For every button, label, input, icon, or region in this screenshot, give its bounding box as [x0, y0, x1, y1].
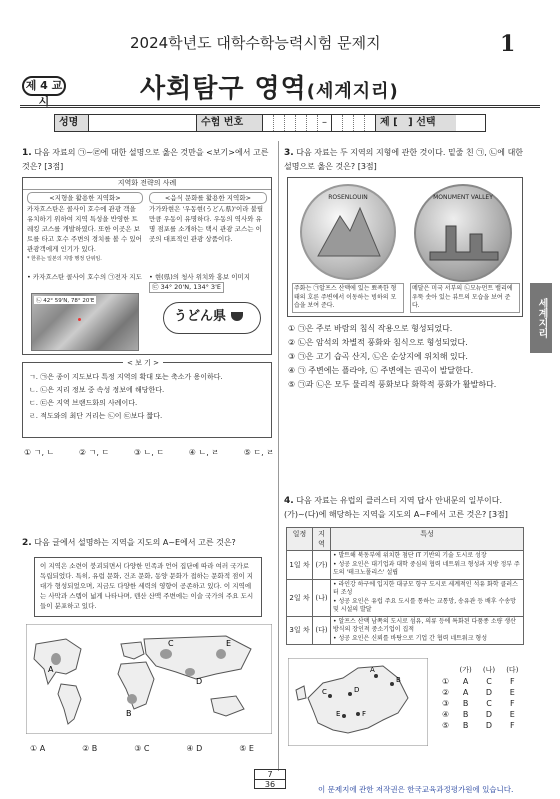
selection-field[interactable] [376, 115, 456, 131]
exam-title: 2024학년도 대학수학능력시험 문제지 [130, 34, 381, 52]
bowl-icon [231, 312, 243, 321]
q3-choice-1[interactable]: ① ㉠은 주로 바람의 침식 작용으로 형성되었다. [288, 324, 453, 333]
q3-source-box [287, 177, 523, 317]
q4-answer-row[interactable] [440, 687, 524, 698]
map-label-e: E [336, 710, 341, 718]
q1-number: 1. [22, 148, 32, 158]
table-row [287, 616, 524, 645]
map-label-c: C [322, 688, 327, 696]
city-b-marker [390, 682, 394, 686]
exam-digit[interactable] [307, 115, 318, 131]
europe-map [288, 658, 428, 746]
q4-answer-header [440, 664, 524, 676]
column-divider [278, 141, 279, 771]
butte-icon [416, 186, 510, 280]
q1-stem [22, 146, 272, 173]
mountain-icon [302, 186, 394, 278]
q1-source-box [22, 177, 272, 355]
exam-digit[interactable] [365, 115, 376, 131]
subject-sub: (세계지리) [306, 81, 399, 102]
q4-number: 4. [284, 496, 294, 506]
exam-digit[interactable] [343, 115, 354, 131]
q1-right-caption: • 현(県)의 청사 위치와 홍보 이미지 [149, 273, 251, 281]
region-a-marker [51, 653, 61, 665]
q2-passage-box: 이 지역은 소련이 붕괴되면서 다양한 민족과 언어 집단에 따라 여러 국가로 독립되었다. 특히, 유럽 문화, 건조 문화, 동양 문화가 접하는 문화적 점이 지대가 형성되었으며, 지금도 다양한 세력의 영향이 공존하고 있다. 이 지역에는 사막과 스텝이 넓게 나타나며, 텐산 산맥 주변에는 이슬 국가의 주요 도시들이 분포하고 있다. [34, 557, 262, 617]
q2-choice-4[interactable]: ④ D [186, 744, 203, 753]
q4-row-region: (가) [313, 551, 331, 580]
selection-prefix: 제 [ [380, 117, 398, 128]
q2-stem-text: 다음 글에서 설명하는 지역을 지도의 A~E에서 고른 것은? [34, 538, 236, 547]
udon-logo [163, 302, 261, 334]
q1-bogi-item: ㄷ. ㉢은 지역 브랜드화의 사례이다. [29, 399, 138, 407]
q4-table [286, 527, 524, 645]
answer-cell: D [485, 710, 493, 719]
map-label-c: C [168, 639, 174, 648]
exam-digit[interactable] [332, 115, 343, 131]
q1-right-col [149, 192, 267, 244]
answer-cell: A [462, 677, 469, 686]
q3-stem-text: 다음 자료는 두 지역의 지형에 관한 것이다. 밑줄 친 ㉠, ㉡에 대한 설명으로 옳은 것은? [3점] [284, 148, 524, 171]
q1-choice-4[interactable]: ④ ㄴ, ㄹ [188, 448, 220, 457]
map-label-d: D [196, 677, 203, 686]
coin-right-image [414, 184, 512, 282]
info-bar [54, 114, 486, 132]
q4-th-region: 지역 [313, 528, 331, 551]
q4-row-text: • 발트해 북동부에 위치한 첨단 IT 기반의 기술 도시로 성장 • 성공 요인은 대기업과 대학 중심의 협력 네트워크 형성과 지방 정부 주도의 '테크노폴리스' 설립 [331, 551, 524, 580]
coin-left-text: ROSENLOUIN [328, 194, 368, 201]
q1-bogi-box [22, 359, 272, 438]
city-a-marker [374, 674, 378, 678]
q2-choice-2[interactable]: ② B [82, 744, 98, 753]
answer-cell: C [486, 699, 492, 708]
q4-stem-text: 다음 자료는 유럽의 클러스터 지역 답사 안내문의 일부이다. (가)~(다)에 해당하는 지역을 지도의 A~F에서 고른 것은? [3점] [284, 496, 508, 519]
region-e-marker [216, 649, 226, 659]
q1-left-note: * 한류는 일본의 지방 행정 단위임. [27, 256, 102, 262]
exam-dash: – [318, 115, 332, 131]
page-current: 7 [267, 770, 273, 779]
map-label-e: E [226, 639, 232, 648]
exam-digit[interactable] [354, 115, 365, 131]
coin-right-text: MONUMENT VALLEY [433, 194, 493, 201]
map-label-a: A [48, 665, 54, 674]
region-c-marker [160, 649, 172, 659]
q4-answer-row[interactable] [440, 720, 524, 731]
q1-box-title: 지역화 전략의 사례 [23, 178, 271, 190]
answer-cell: A [462, 688, 469, 697]
q4-table-header [287, 528, 524, 551]
q4-row-text: • 라인강 하구에 입지한 대규모 항구 도시로 세계적인 석유 화학 클러스터 조성 • 성공 요인은 유럽 주요 도시를 통하는 교통망, 송유관 등 배후 수송망 및 시설의 발달 [331, 579, 524, 616]
map-label-b: B [396, 676, 401, 684]
q4-row-day: 3일 차 [287, 616, 313, 645]
q1-choice-5[interactable]: ⑤ ㄷ, ㄹ [243, 448, 274, 457]
q3-caption-right: 메달은 미국 서부의 ㉡모뉴먼트 밸리에 우뚝 솟아 있는 뷰트의 모습을 보여 준다. [410, 283, 520, 313]
q1-bogi-item: ㄱ. ㉠은 종이 지도보다 특정 지역의 확대 또는 축소가 용이하다. [29, 373, 223, 381]
q3-choice-5[interactable]: ⑤ ㉠과 ㉡은 모두 물리적 풍화보다 화학적 풍화가 활발하다. [288, 380, 497, 389]
region-b-marker [127, 694, 137, 704]
answer-num: ③ [442, 699, 450, 708]
q4-answer-row[interactable] [440, 709, 524, 720]
answer-corner [440, 664, 454, 676]
q4-stem [284, 494, 524, 521]
map-label-b: B [126, 709, 132, 718]
answer-cell: E [509, 688, 515, 697]
name-label: 성명 [55, 115, 89, 131]
answer-header-ga: (가) [459, 666, 472, 674]
q1-left-caption: • 카자흐스탄 콜사이 호수의 ㉠전자 지도 [27, 273, 142, 281]
side-tab: 세계지리 [530, 283, 552, 353]
q1-choice-3[interactable]: ③ ㄴ, ㄷ [133, 448, 165, 457]
answer-num: ⑤ [442, 721, 450, 730]
map-label-d: D [354, 686, 360, 694]
q1-choice-2[interactable]: ② ㄱ, ㄷ [78, 448, 110, 457]
q1-left-text: 카자흐스탄은 콜사이 호수에 관광 객을 유치하기 위하여 지역 특성을 반영한 트레킹 코스를 개발하였다. 또한 이곳은 보트를 타고 호수 주변의 경치를 볼 수 있어 관광객에게 인기가 있다. [27, 205, 142, 253]
answer-cell: F [510, 677, 515, 686]
q1-right-coord: ㉢ 34° 20'N, 134° 3'E [149, 282, 224, 293]
answer-num: ④ [442, 710, 450, 719]
answer-cell: C [486, 677, 492, 686]
answer-cell: E [509, 710, 515, 719]
q4-answer-row[interactable] [440, 698, 524, 709]
q1-right-heading: <음식 문화를 활용한 지역화> [149, 192, 267, 204]
answer-cell: D [485, 688, 493, 697]
q3-choice-2[interactable]: ② ㉡은 암석의 차별적 풍화와 침식으로 형성되었다. [288, 338, 468, 347]
q2-stem [22, 536, 272, 550]
answer-header-da: (다) [506, 666, 519, 674]
name-field[interactable] [89, 115, 197, 131]
answer-cell: B [462, 710, 469, 719]
table-row [287, 551, 524, 580]
answer-num: ② [442, 688, 450, 697]
region-d-marker [185, 668, 195, 676]
q1-right-caption-wrap [149, 273, 269, 293]
world-map [26, 624, 272, 734]
q2-number: 2. [22, 538, 32, 548]
q3-stem [284, 146, 524, 173]
q2-choices [30, 742, 254, 756]
q1-left-heading: <지형을 활용한 지역화> [27, 192, 143, 204]
copyright-note: 이 문제지에 관한 저작권은 한국교육과정평가원에 있습니다. [318, 785, 514, 794]
city-e-marker [342, 714, 346, 718]
q3-choices [288, 322, 524, 392]
q4-row-text: • 알프스 산맥 남쪽의 도시로 섬유, 의류 등에 특화된 다품종 소량 생산 방식의 장인적 중소기업이 집적 • 성공 요인은 신뢰를 바탕으로 기업 간 협력 네트워크 형성 [331, 616, 524, 645]
answer-cell: F [510, 699, 515, 708]
map-label-a: A [370, 666, 375, 674]
answer-cell: D [485, 721, 493, 730]
page-number: 1 [500, 31, 516, 57]
exam-digit[interactable] [285, 115, 296, 131]
q3-choice-3[interactable]: ③ ㉠은 고기 습곡 산지, ㉡은 순상지에 위치해 있다. [288, 352, 468, 361]
q2-choice-3[interactable]: ③ C [134, 744, 150, 753]
q4-row-day: 1일 차 [287, 551, 313, 580]
exam-number-label: 수험 번호 [197, 115, 263, 131]
q1-choices [24, 446, 274, 460]
q3-caption-left: 주화는 ㉠알프스 산맥에 있는 뾰족한 형태의 호른 주변에서 이동하는 빙하의 모습을 보여 준다. [292, 283, 404, 313]
q4-answer-row[interactable] [440, 676, 524, 687]
q1-bogi-item: ㄹ. 적도와의 최단 거리는 ㉡이 ㉢보다 짧다. [29, 412, 163, 420]
exam-digit[interactable] [296, 115, 307, 131]
q2-choice-1[interactable]: ① A [30, 744, 46, 753]
subject-main: 사회탐구 영역 [140, 74, 307, 104]
q3-choice-4[interactable]: ④ ㉠ 주변에는 플라야, ㉡ 주변에는 권곡이 발달한다. [288, 366, 474, 375]
answer-num: ① [442, 677, 450, 686]
answer-header-na: (나) [482, 666, 496, 674]
q2-choice-5[interactable]: ⑤ E [239, 744, 254, 753]
q4-row-region: (다) [313, 616, 331, 645]
q1-map-coord-label: ㉡ 42° 59'N, 78° 20'E [36, 298, 95, 304]
subject-title [140, 68, 399, 105]
map-label-f: F [362, 710, 367, 718]
q1-left-col [27, 192, 143, 264]
page-indicator [254, 769, 286, 789]
answer-cell: B [462, 721, 469, 730]
q4-th-feature: 특성 [331, 528, 524, 551]
q4-row-region: (나) [313, 579, 331, 616]
coin-left-image [300, 184, 396, 280]
table-row [287, 579, 524, 616]
exam-digit[interactable] [263, 115, 274, 131]
q1-right-text: 가가와현은 '우동현(うどん県)'이라 불릴 만큼 우동이 유명하다. 우동의 역사와 유명 점포를 소개하는 택시 관광 코스는 이곳의 대표적인 관광 상품이다. [149, 205, 264, 243]
q1-bogi-item: ㄴ. ㉡은 지리 정보 중 속성 정보에 해당한다. [29, 386, 165, 394]
udon-logo-text: うどん県 [174, 309, 227, 324]
q1-bogi-title: < 보 기 > [123, 357, 163, 370]
city-f-marker [356, 712, 360, 716]
q1-stem-text: 다음 자료의 ㉠~㉣에 대한 설명으로 옳은 것만을 <보기>에서 고른 것은? [3점] [22, 148, 269, 171]
q3-number: 3. [284, 148, 294, 158]
selection-suffix: ] 선택 [408, 117, 436, 128]
exam-digit[interactable] [274, 115, 285, 131]
session-badge: 제 4 교시 [22, 76, 66, 96]
location-marker-icon [78, 318, 81, 321]
q4-th-day: 일정 [287, 528, 313, 551]
answer-cell: B [462, 699, 469, 708]
header-rule [20, 105, 540, 108]
city-d-marker [348, 692, 352, 696]
q1-choice-1[interactable]: ① ㄱ, ㄴ [24, 448, 55, 457]
q4-row-day: 2일 차 [287, 579, 313, 616]
answer-cell: F [510, 721, 515, 730]
terrain-map-image [31, 293, 139, 351]
page-total: 36 [255, 779, 285, 789]
q4-answer-table [440, 664, 524, 731]
city-c-marker [328, 694, 332, 698]
